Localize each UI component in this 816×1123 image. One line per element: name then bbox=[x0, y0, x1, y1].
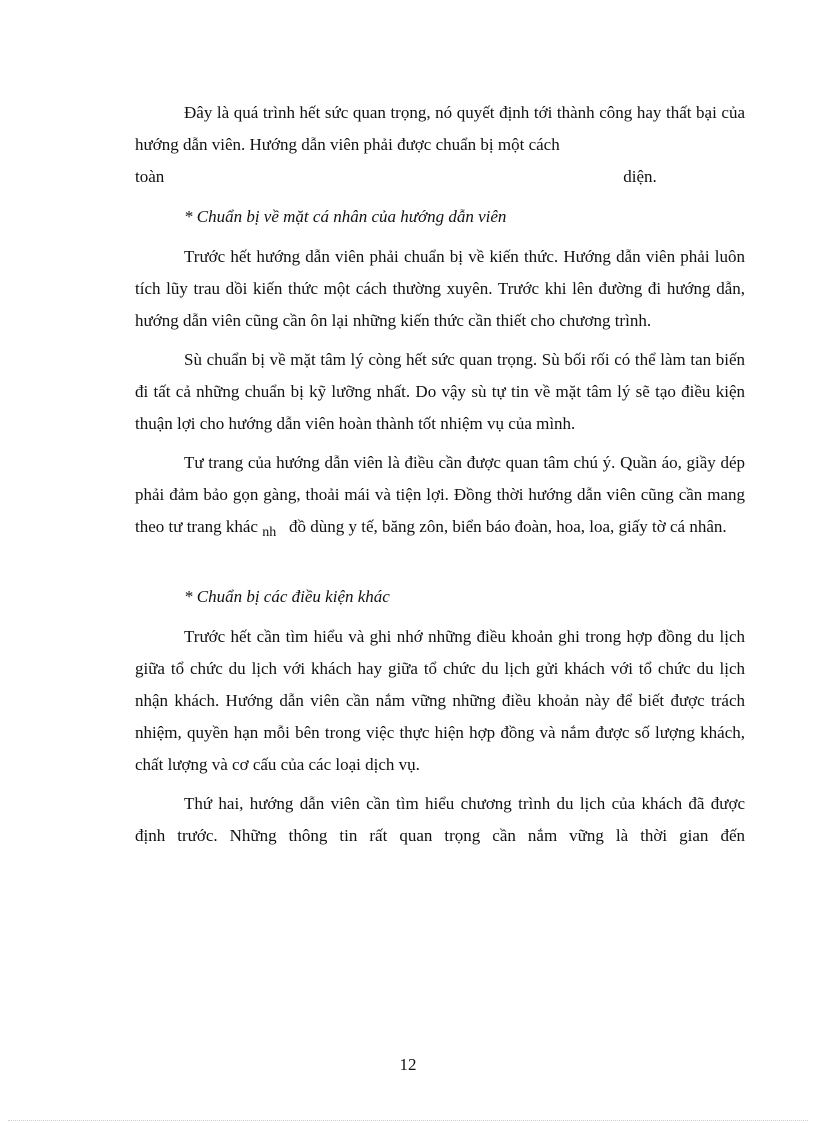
paragraph-contract: Trước hết cần tìm hiểu và ghi nhớ những điều khoản ghi trong hợp đồng du lịch giữa tổ chức du lịch với khách hay giữa tổ chức du lịch gửi khách với tổ chức du lịch nhận khách. Hướng dẫn viên cần nắm vững những điều khoản này để biết được trách nhiệm, quyền hạn mỗi bên trong việc thực hiện hợp đồng và nắm được số lượng khách, chất lượng và cơ cấu của các loại dịch vụ. bbox=[135, 627, 745, 774]
intro-last-word-left: toàn bbox=[135, 167, 165, 186]
paragraph-psychology: Sù chuẩn bị về mặt tâm lý còng hết sức quan trọng. Sù bối rối có thể làm tan biến đi tất cả những chuẩn bị kỹ lưỡng nhất. Do vậy sù tự tin về mặt tâm lý sẽ tạo điều kiện thuận lợi cho hướng dẫn viên hoàn thành tốt nhiệm vụ của mình. bbox=[135, 350, 745, 433]
section-heading-other-conditions: * Chuẩn bị các điều kiện khác bbox=[184, 587, 390, 606]
paragraph-knowledge: Trước hết hướng dẫn viên phải chuẩn bị về kiến thức. Hướng dẫn viên phải luôn tích lũy trau dồi kiến thức một cách thường xuyên. Trước khi lên đường đi hướng dẫn, hướng dẫn viên cũng cần ôn lại những kiến thức cần thiết cho chương trình. bbox=[135, 247, 745, 330]
belongings-text-after: đồ dùng y tế, băng zôn, biển báo đoàn, hoa, loa, giấy tờ cá nhân. bbox=[288, 517, 727, 536]
page-number: 12 bbox=[399, 1055, 417, 1074]
paragraph-belongings bbox=[135, 447, 745, 545]
section-heading-personal: * Chuẩn bị về mặt cá nhân của hướng dẫn viên bbox=[184, 207, 507, 226]
page-bottom-divider bbox=[8, 1120, 808, 1121]
body-text bbox=[135, 97, 745, 859]
intro-paragraph bbox=[135, 97, 745, 193]
paragraph-program: Thứ hai, hướng dẫn viên cần tìm hiểu chương trình du lịch của khách đã được định trước. Những thông tin rất quan trọng cần nắm vững là thời gian đến bbox=[135, 794, 745, 845]
belongings-subscript: nh bbox=[262, 525, 277, 540]
belongings-text-before: Tư trang của hướng dẫn viên là điều cần được quan tâm chú ý. Quần áo, giầy dép phải đảm bảo gọn gàng, thoải mái và tiện lợi. Đồng thời hướng dẫn viên cũng cần mang theo tư trang khác bbox=[135, 453, 745, 536]
intro-last-word-right: diện. bbox=[623, 167, 657, 186]
intro-text: Đây là quá trình hết sức quan trọng, nó quyết định tới thành công hay thất bại của hướng dẫn viên. Hướng dẫn viên phải được chuẩn bị một cách bbox=[135, 103, 745, 154]
